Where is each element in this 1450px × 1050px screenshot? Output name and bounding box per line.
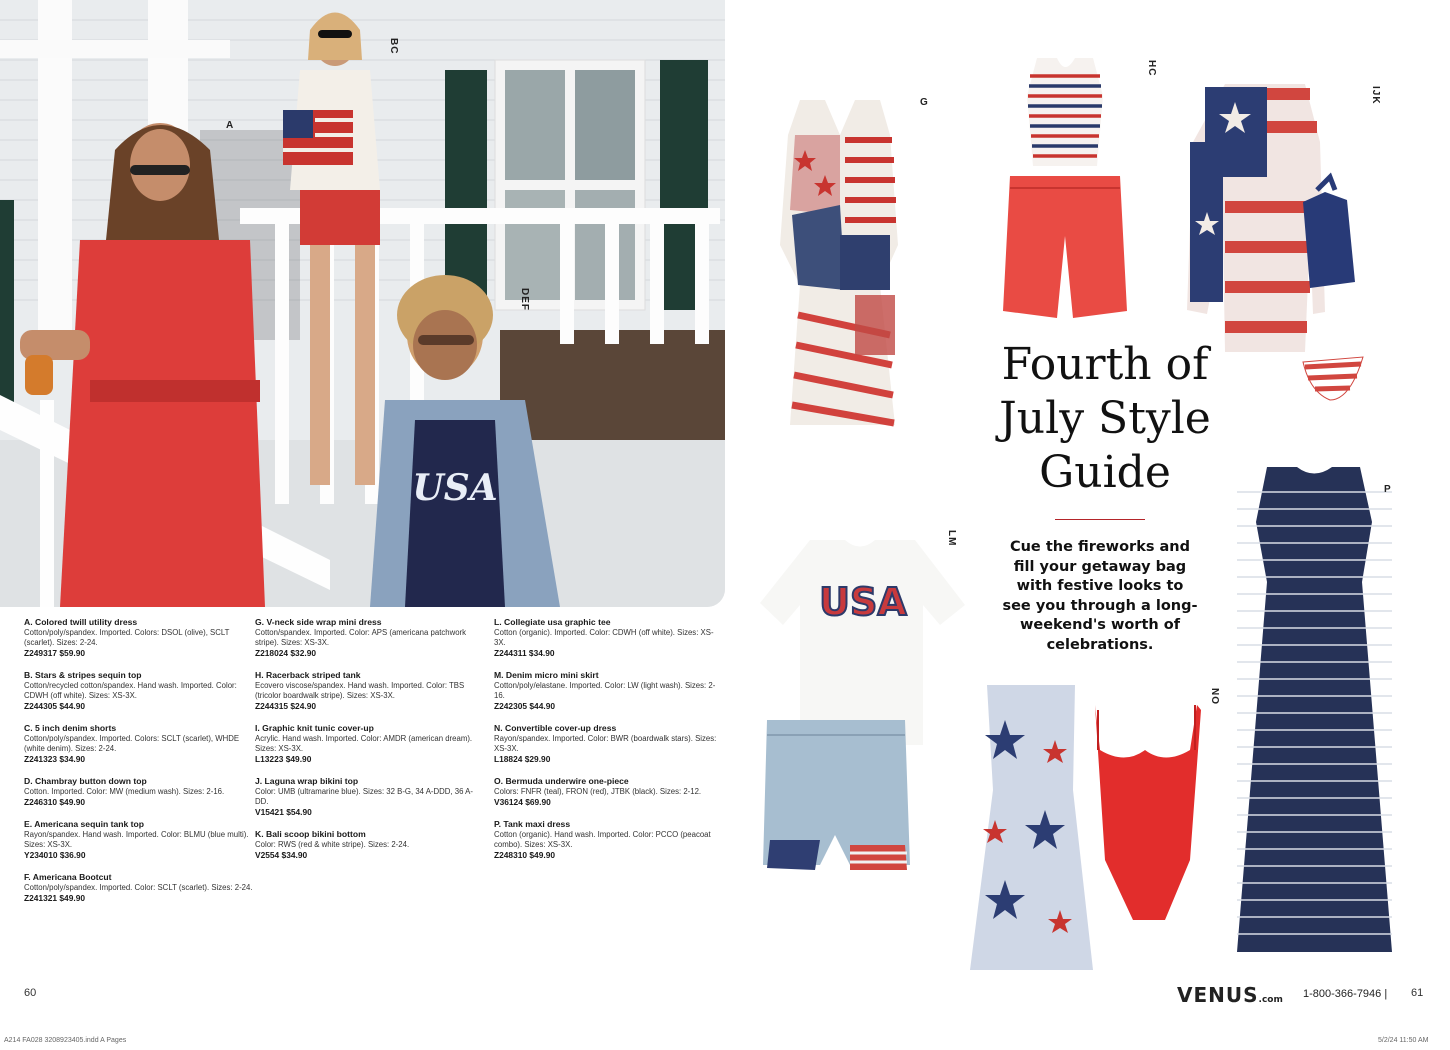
product-name: G. V-neck side wrap mini dress [255,617,382,627]
usa-shirt-graphic: USA [412,467,498,509]
product-desc: Cotton/poly/elastane. Imported. Color: LW (light wash). Sizes: 2-16. [494,681,716,700]
product-desc: Rayon/spandex. Imported. Color: BWR (boardwalk stars). Sizes: XS-3X. [494,734,717,753]
label-lm: LM [946,530,957,547]
product-name: L. Collegiate usa graphic tee [494,617,611,627]
product-sku: Z218024 $32.90 [255,648,317,658]
label-ijk: IJK [1370,86,1381,105]
product-entry [255,723,485,765]
product-name: N. Convertible cover-up dress [494,723,617,733]
label-def: DEF [519,288,530,311]
product-name: P. Tank maxi dress [494,819,571,829]
product-image-h-tank-c-shorts [985,56,1145,336]
footer-slug-right: 5/2/24 11:50 AM [1378,1037,1429,1044]
product-name: M. Denim micro mini skirt [494,670,599,680]
product-entry [24,872,254,904]
product-list-col1 [24,617,254,915]
product-sku: Z244311 $34.90 [494,648,555,658]
product-entry [494,617,724,659]
page-number-left: 60 [24,987,37,999]
label-a: A [226,120,235,131]
product-sku: L13223 $49.90 [255,754,312,764]
product-name: O. Bermuda underwire one-piece [494,776,629,786]
product-entry [24,819,254,861]
hero-photo-illustration [0,0,725,607]
product-entry [494,670,724,712]
phone-number: 1-800-366-7946 | [1303,988,1388,1000]
product-sku: Z242305 $44.90 [494,701,556,711]
product-desc: Cotton. Imported. Color: MW (medium wash). Sizes: 2-16. [24,787,225,796]
page-number-right: 61 [1411,987,1424,999]
product-sku: V2554 $34.90 [255,850,308,860]
brand-logo [1177,983,1283,1007]
product-name: B. Stars & stripes sequin top [24,670,142,680]
product-name: F. Americana Bootcut [24,872,112,882]
product-entry [24,776,254,808]
product-desc: Cotton/poly/spandex. Imported. Color: SCLT (scarlet). Sizes: 2-24. [24,883,253,892]
product-entry [494,776,724,808]
label-hc: HC [1146,60,1157,77]
hero-photo [0,0,725,607]
product-name: J. Laguna wrap bikini top [255,776,359,786]
product-sku: L18824 $29.90 [494,754,551,764]
product-desc: Cotton/poly/spandex. Imported. Colors: DSOL (olive), SCLT (scarlet). Sizes: 2-24. [24,628,230,647]
usa-tee-graphic: USA [819,580,907,624]
product-entry [24,617,254,659]
product-sku: Z241323 $34.90 [24,754,86,764]
title-divider [1055,519,1145,520]
product-desc: Cotton/spandex. Imported. Color: APS (americana patchwork stripe). Sizes: XS-3X. [255,628,467,647]
product-entry [24,723,254,765]
page-title: Fourth of July Style Guide [999,339,1211,498]
product-list-col3 [494,617,724,872]
product-desc: Cotton (organic). Hand wash. Imported. Color: PCCO (peacoat combo). Sizes: XS-3X. [494,830,711,849]
product-sku: Z249317 $59.90 [24,648,86,658]
product-desc: Cotton (organic). Imported. Color: CDWH (off white). Sizes: XS-3X. [494,628,714,647]
product-sku: Z244305 $44.90 [24,701,86,711]
label-bc: BC [388,38,399,55]
product-sku: Z246310 $49.90 [24,797,86,807]
product-list-col2 [255,617,485,872]
label-p: P [1384,484,1392,495]
product-sku: Z248310 $49.90 [494,850,556,860]
product-entry [24,670,254,712]
product-name: H. Racerback striped tank [255,670,361,680]
product-entry [494,723,724,765]
brand-name: VENUS [1177,983,1259,1007]
product-desc: Color: UMB (ultramarine blue). Sizes: 32 B-G, 34 A-DDD, 36 A-DD. [255,787,473,806]
product-entry [255,829,485,861]
label-no: NO [1209,688,1220,705]
product-desc: Cotton/poly/spandex. Imported. Colors: SCLT (scarlet), WHDE (white denim). Sizes: 2-24. [24,734,240,753]
product-sku: V36124 $69.90 [494,797,551,807]
product-image-p-maxi-dress [1232,462,1397,962]
product-name: D. Chambray button down top [24,776,147,786]
product-entry [255,617,485,659]
product-image-g-wrap-dress [770,95,910,435]
product-desc: Ecovero viscose/spandex. Hand wash. Imported. Color: TBS (tricolor boardwalk stripe). Sizes: XS-3X. [255,681,465,700]
product-name: E. Americana sequin tank top [24,819,145,829]
product-desc: Acrylic. Hand wash. Imported. Color: AMDR (american dream). Sizes: XS-3X. [255,734,473,753]
product-entry [494,819,724,861]
product-desc: Color: RWS (red & white stripe). Sizes: 2-24. [255,840,410,849]
product-image-lm-tee-skirt [755,535,970,885]
product-sku: V15421 $54.90 [255,807,312,817]
product-desc: Cotton/recycled cotton/spandex. Hand wash. Imported. Color: CDWH (off white). Sizes: XS-3X. [24,681,237,700]
brand-suffix: .com [1258,995,1283,1005]
product-sku: Z241321 $49.90 [24,893,86,903]
product-name: I. Graphic knit tunic cover-up [255,723,374,733]
footer-slug-left: A214 FA028 3208923405.indd A Pages [4,1037,127,1044]
intro-text: Cue the fireworks and fill your getaway bag with festive looks to see you through a long-weekend's worth of celebrations. [1002,539,1198,653]
product-name: A. Colored twill utility dress [24,617,138,627]
product-desc: Colors: FNFR (teal), FRON (red), JTBK (black). Sizes: 2-12. [494,787,702,796]
product-entry [255,776,485,818]
product-entry [255,670,485,712]
product-name: C. 5 inch denim shorts [24,723,117,733]
label-g: G [920,97,929,108]
product-sku: Z244315 $24.90 [255,701,317,711]
product-desc: Rayon/spandex. Hand wash. Imported. Color: BLMU (blue multi). Sizes: XS-3X. [24,830,249,849]
product-image-no-dress-swimsuit [965,680,1215,980]
product-sku: Y234010 $36.90 [24,850,86,860]
product-name: K. Bali scoop bikini bottom [255,829,366,839]
